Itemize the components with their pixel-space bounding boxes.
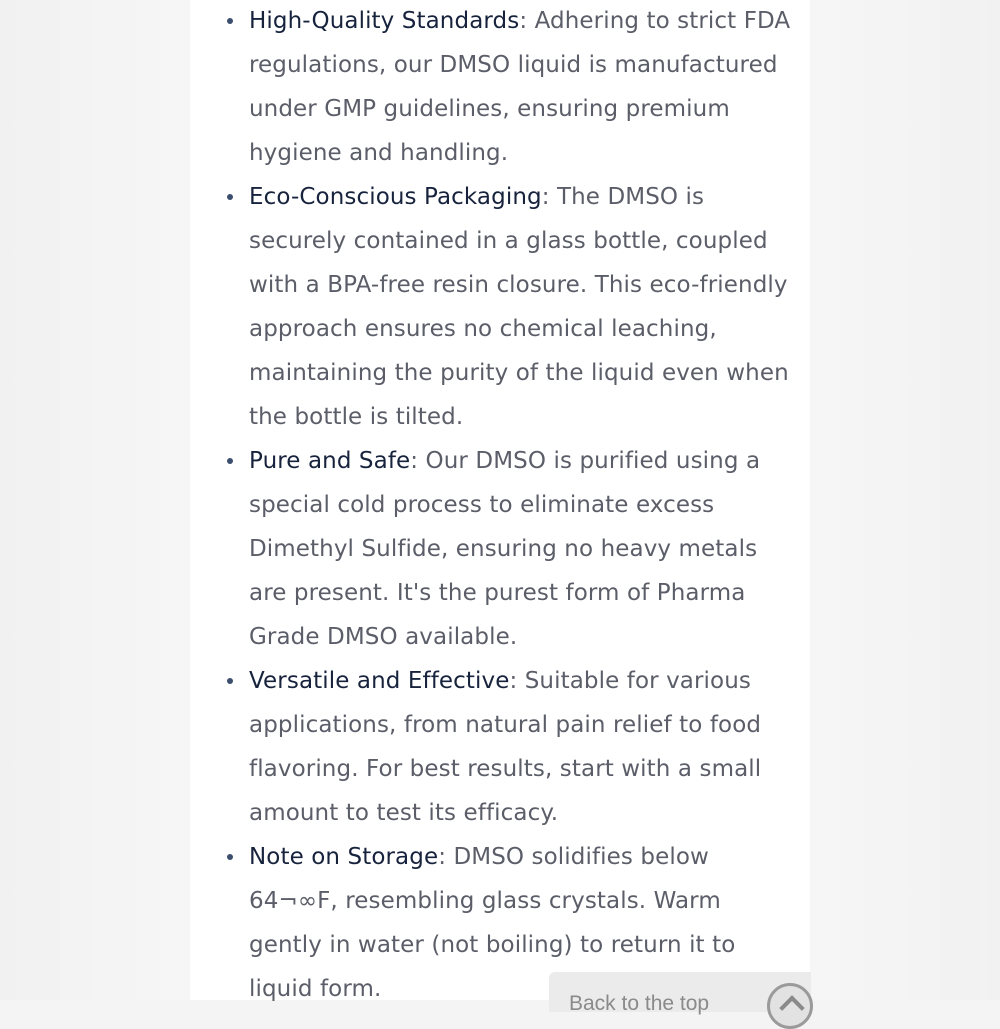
feature-item-purity xyxy=(249,439,801,659)
page-backdrop-right xyxy=(810,0,1000,1000)
feature-description: : The DMSO is securely contained in a glass bottle, coupled with a BPA-free resin closure. This eco-friendly approach ensures no chemical leaching, maintaining the purity of the liquid even when the bottle is tilted. xyxy=(249,184,789,430)
feature-description: : Suitable for various applications, from natural pain relief to food flavoring. For best results, start with a small amount to test its efficacy. xyxy=(249,668,762,826)
feature-term: Note on Storage xyxy=(249,844,439,870)
feature-description: : Adhering to strict FDA regulations, our DMSO liquid is manufactured under GMP guidelines, ensuring premium hygiene and handling. xyxy=(249,8,791,166)
chevron-up-icon[interactable] xyxy=(767,983,813,1029)
feature-item-packaging xyxy=(249,175,801,439)
feature-term: High-Quality Standards xyxy=(249,8,520,34)
feature-item-versatility xyxy=(249,659,801,835)
feature-description: : Our DMSO is purified using a special cold process to eliminate excess Dimethyl Sulfide, ensuring no heavy metals are present. It's the purest form of Pharma Grade DMSO available. xyxy=(249,448,761,650)
back-to-top-label: Back to the top xyxy=(569,992,710,1015)
feature-term: Pure and Safe xyxy=(249,448,411,474)
feature-description: : DMSO solidifies below 64¬∞F, resembling glass crystals. Warm gently in water (not boiling) to return it to liquid form. xyxy=(249,844,736,1002)
page-backdrop-left xyxy=(0,0,190,1000)
feature-term: Versatile and Effective xyxy=(249,668,510,694)
feature-list xyxy=(249,0,801,1011)
feature-item-quality xyxy=(249,0,801,175)
back-to-top-button[interactable] xyxy=(549,972,811,1015)
feature-term: Eco-Conscious Packaging xyxy=(249,184,542,210)
product-description-panel xyxy=(190,0,810,1000)
